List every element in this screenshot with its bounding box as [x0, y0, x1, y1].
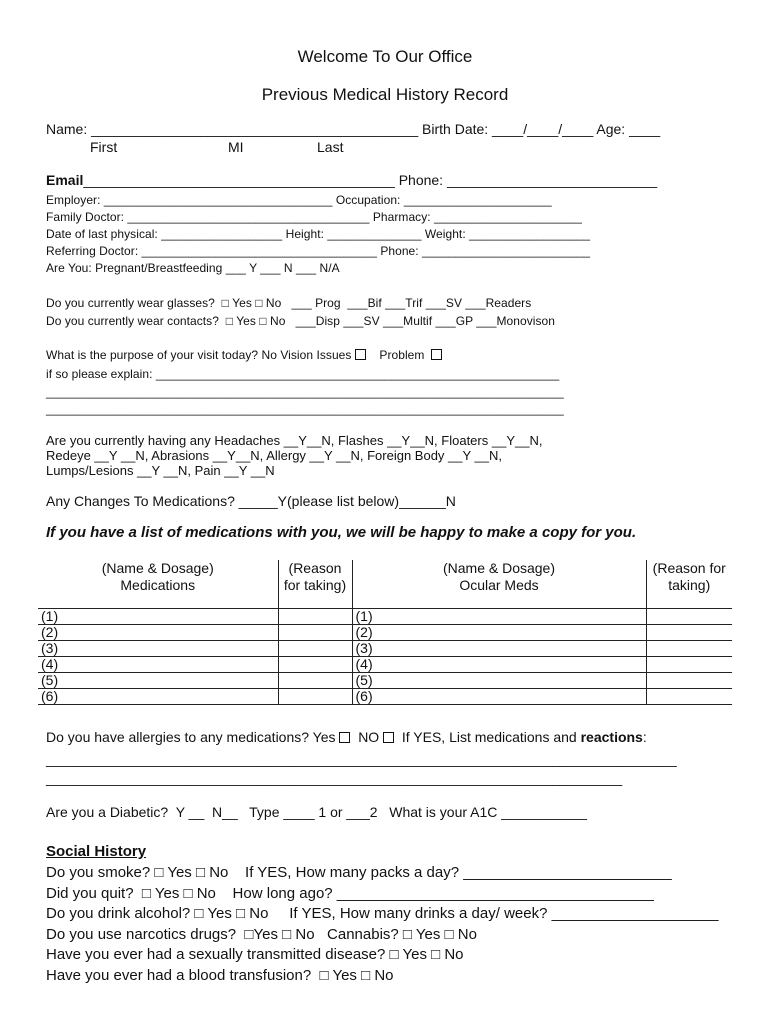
med-name-cell[interactable]: (3): [38, 641, 278, 657]
med-name-cell[interactable]: (5): [38, 673, 278, 689]
table-row: [38, 657, 732, 673]
med-reason-cell[interactable]: [278, 625, 352, 641]
allergies-list-label: If YES, List medications and: [401, 729, 577, 745]
ocular-reason-cell[interactable]: [646, 673, 732, 689]
ocular-name-cell[interactable]: (4): [352, 657, 646, 673]
contacts-question[interactable]: Do you currently wear contacts? □ Yes □ No ___Disp ___SV ___Multif ___GP ___Monovison: [46, 314, 555, 328]
med-name-cell[interactable]: (2): [38, 625, 278, 641]
email-phone-line: ________________________________________ Phone: ___________________________: [83, 172, 658, 188]
page-subtitle: Previous Medical History Record: [261, 85, 509, 104]
ocular-name-cell[interactable]: (5): [352, 673, 646, 689]
explain-blank-line-1[interactable]: _____________________________________________________________________________: [46, 385, 564, 399]
table-row: [38, 609, 732, 625]
diabetic-field[interactable]: Are you a Diabetic? Y __ N__ Type ____ 1 or ___2 What is your A1C ___________: [46, 804, 587, 820]
physical-height-weight-field[interactable]: Date of last physical: __________________ Height: ______________ Weight: __________________: [46, 227, 591, 241]
table-row: [38, 689, 732, 705]
glasses-question[interactable]: Do you currently wear glasses? □ Yes □ No ___ Prog ___Bif ___Trif ___SV ___Readers: [46, 296, 532, 310]
ocular-reason-cell[interactable]: [646, 657, 732, 673]
allergies-blank-line-2[interactable]: __________________________________________________________________________: [46, 770, 623, 786]
table-row: [38, 673, 732, 689]
ocular-reason-cell[interactable]: [646, 625, 732, 641]
allergies-label: Do you have allergies to any medications? Yes: [46, 729, 336, 745]
table-row: [38, 625, 732, 641]
ocular-name-cell[interactable]: (1): [352, 609, 646, 625]
pregnant-breastfeeding-field[interactable]: Are You: Pregnant/Breastfeeding ___ Y ___ N ___ N/A: [46, 261, 340, 275]
visit-purpose-label: What is the purpose of your visit today? No Vision Issues: [46, 348, 352, 362]
no-vision-issues-checkbox[interactable]: [355, 349, 366, 360]
family-doctor-pharmacy-field[interactable]: Family Doctor: ____________________________________ Pharmacy: ______________________: [46, 210, 582, 224]
med-reason-cell[interactable]: [278, 641, 352, 657]
email-phone-field[interactable]: [46, 172, 657, 188]
transfusion-question[interactable]: Have you ever had a blood transfusion? □ Yes □ No: [46, 967, 394, 984]
problem-label: Problem: [379, 348, 425, 362]
med-name-cell[interactable]: (4): [38, 657, 278, 673]
med-reason-cell[interactable]: [278, 673, 352, 689]
name-mi-label: MI: [228, 139, 244, 155]
reactions-label: reactions: [580, 729, 643, 745]
explain-field[interactable]: if so please explain: ____________________________________________________________: [46, 367, 560, 381]
col-reason: (Reason for taking): [278, 560, 352, 609]
allergies-question: [46, 729, 647, 745]
allergies-no-checkbox[interactable]: [383, 732, 394, 743]
med-reason-cell[interactable]: [278, 689, 352, 705]
std-question[interactable]: Have you ever had a sexually transmitted disease? □ Yes □ No: [46, 946, 464, 963]
ocular-name-cell[interactable]: (6): [352, 689, 646, 705]
symptoms-line-2[interactable]: Redeye __Y __N, Abrasions __Y__N, Allergy __Y __N, Foreign Body __Y __N,: [46, 448, 503, 463]
allergies-no-label: NO: [358, 729, 380, 745]
allergies-yes-checkbox[interactable]: [339, 732, 350, 743]
name-first-label: First: [90, 139, 118, 155]
ocular-reason-cell[interactable]: [646, 641, 732, 657]
col-ocular-meds: (Name & Dosage) Ocular Meds: [352, 560, 646, 609]
visit-purpose-question: [46, 348, 442, 362]
med-reason-cell[interactable]: [278, 657, 352, 673]
table-row: [38, 641, 732, 657]
allergies-blank-line-1[interactable]: _________________________________________________________________________________: [46, 751, 677, 767]
allergies-colon: :: [642, 729, 647, 745]
social-history-heading: Social History: [46, 843, 147, 860]
ocular-name-cell[interactable]: (3): [352, 641, 646, 657]
narcotics-question[interactable]: Do you use narcotics drugs? □Yes □ No Cannabis? □ Yes □ No: [46, 926, 477, 943]
col-medications: (Name & Dosage) Medications: [38, 560, 278, 609]
med-reason-cell[interactable]: [278, 609, 352, 625]
med-name-cell[interactable]: (6): [38, 689, 278, 705]
email-label: Email: [46, 172, 84, 188]
problem-checkbox[interactable]: [431, 349, 442, 360]
symptoms-line-3[interactable]: Lumps/Lesions __Y __N, Pain __Y __N: [46, 463, 275, 478]
quit-question[interactable]: Did you quit? □ Yes □ No How long ago? ______________________________________: [46, 885, 654, 902]
ocular-reason-cell[interactable]: [646, 689, 732, 705]
medications-table: [38, 560, 732, 705]
ocular-name-cell[interactable]: (2): [352, 625, 646, 641]
explain-blank-line-2[interactable]: _____________________________________________________________________________: [46, 402, 564, 416]
alcohol-question[interactable]: Do you drink alcohol? □ Yes □ No If YES, How many drinks a day/ week? ____________________: [46, 905, 719, 922]
medications-table-header: [38, 560, 732, 609]
symptoms-line-1[interactable]: Are you currently having any Headaches __Y__N, Flashes __Y__N, Floaters __Y__N,: [46, 433, 543, 448]
col-ocular-reason: (Reason for taking): [652, 560, 726, 593]
employer-occupation-field[interactable]: Employer: __________________________________ Occupation: ______________________: [46, 193, 552, 207]
page-title: Welcome To Our Office: [297, 47, 473, 66]
ocular-reason-cell[interactable]: [646, 609, 732, 625]
referring-doctor-phone-field[interactable]: Referring Doctor: ___________________________________ Phone: _________________________: [46, 244, 591, 258]
name-last-label: Last: [317, 139, 344, 155]
smoke-question[interactable]: Do you smoke? □ Yes □ No If YES, How many packs a day? _________________________: [46, 864, 672, 881]
name-birthdate-age-field[interactable]: Name: __________________________________________ Birth Date: ____/____/____ Age: ____: [46, 121, 661, 137]
medication-changes-field[interactable]: Any Changes To Medications? _____Y(please list below)______N: [46, 493, 456, 509]
medication-copy-note: If you have a list of medications with you, we will be happy to make a copy for you.: [46, 524, 637, 541]
med-name-cell[interactable]: (1): [38, 609, 278, 625]
